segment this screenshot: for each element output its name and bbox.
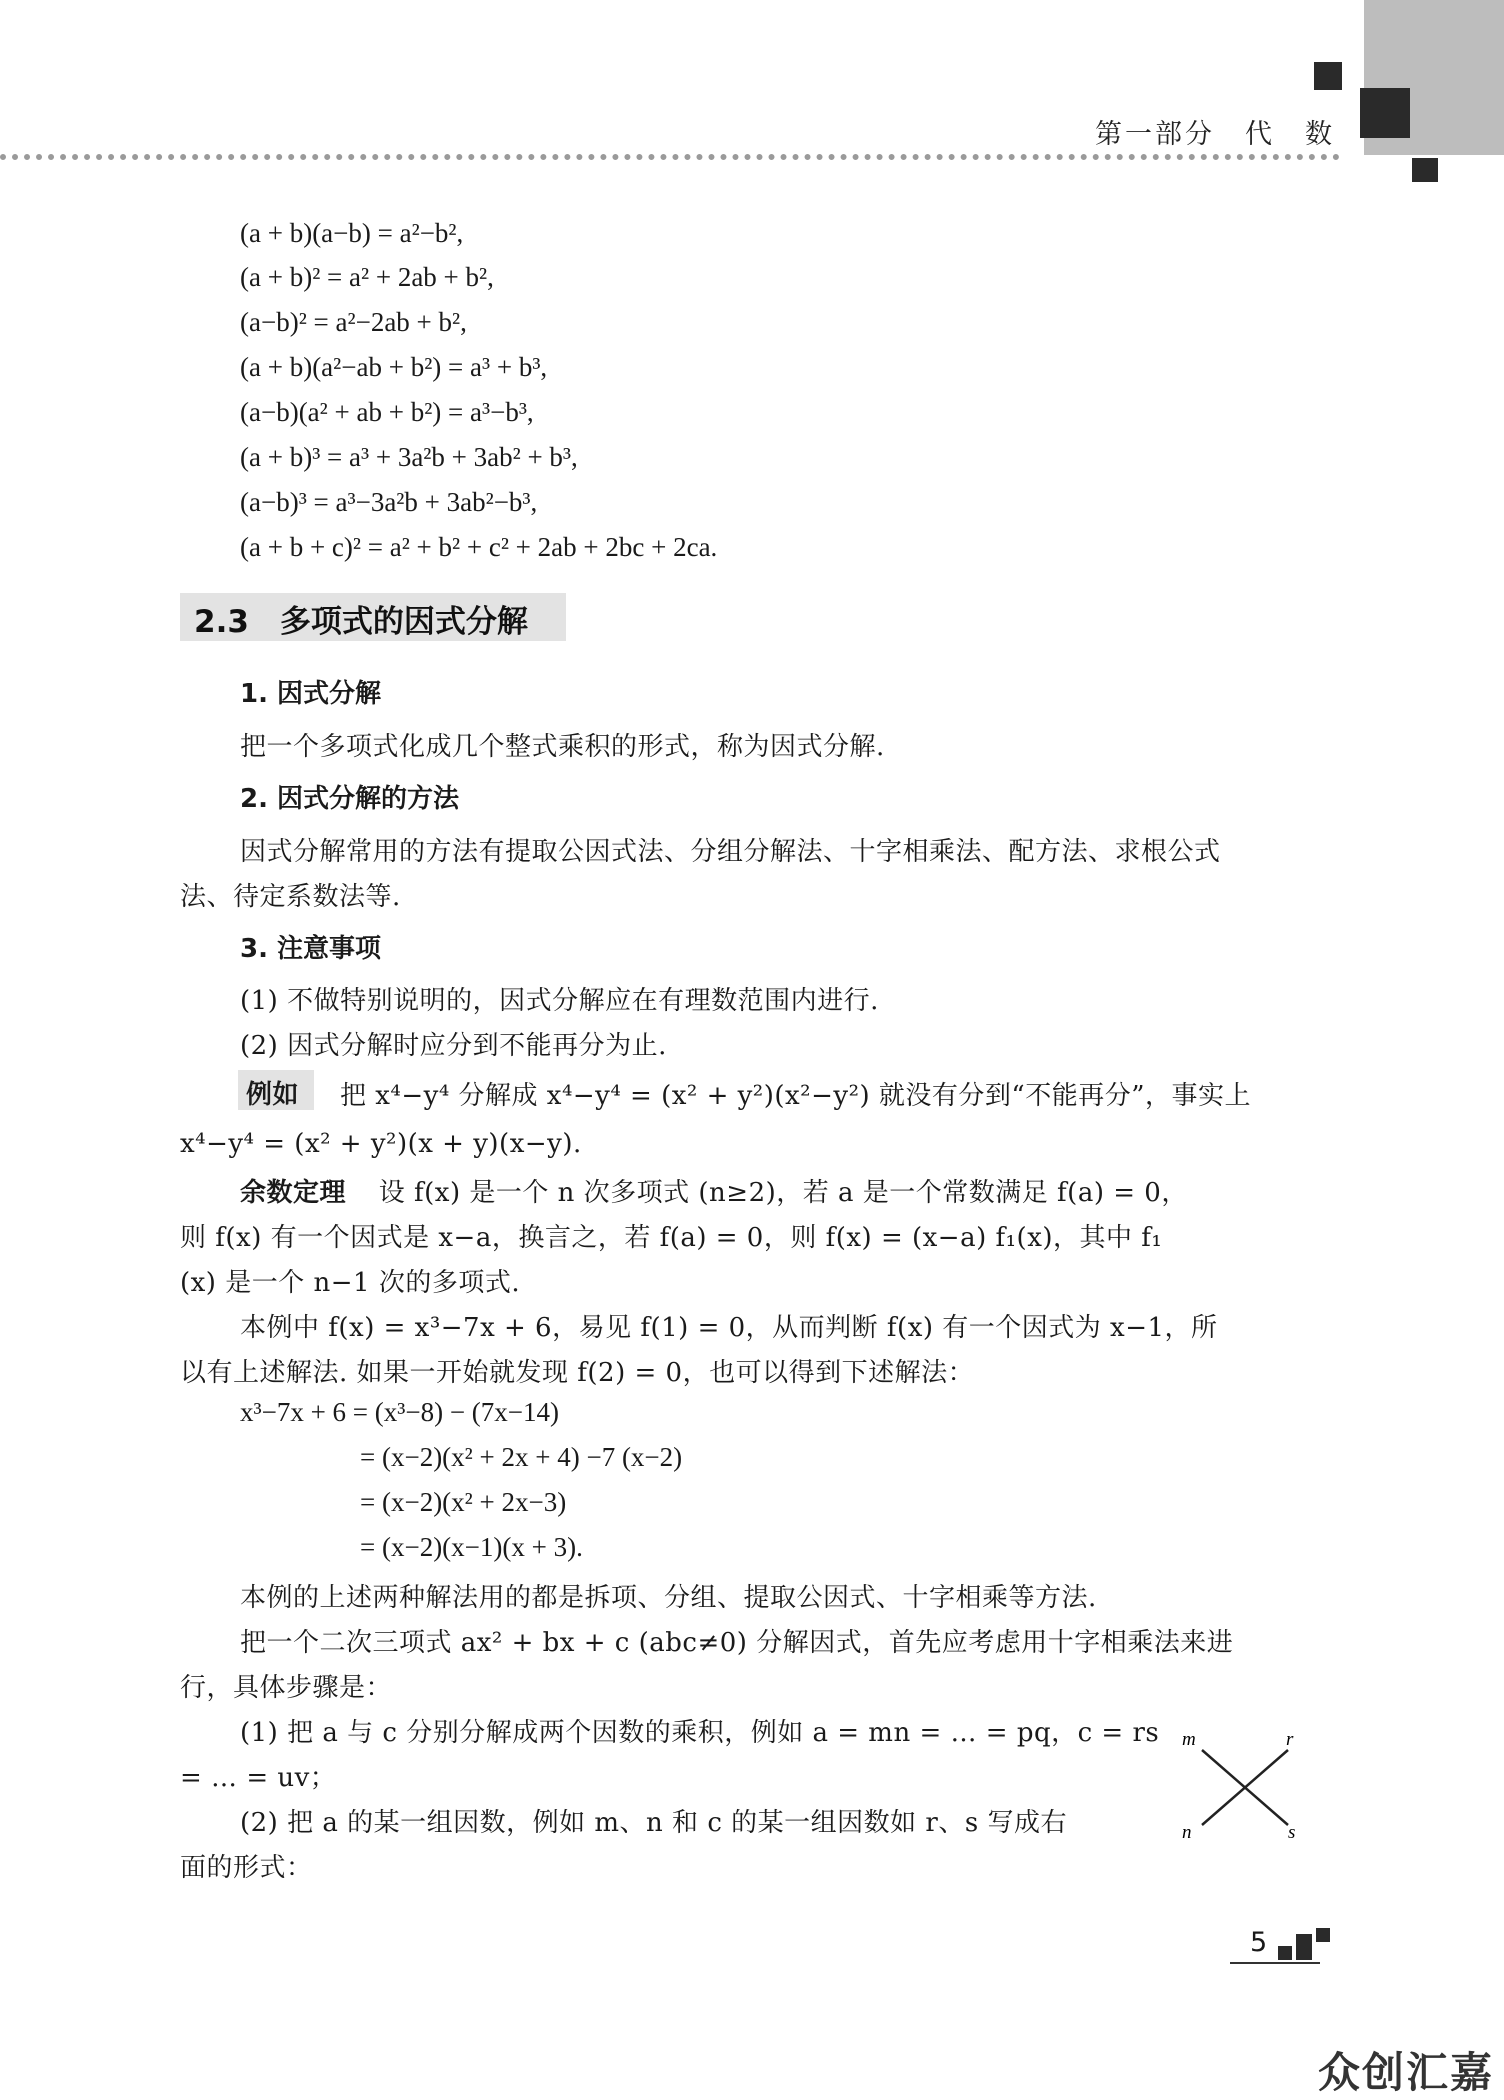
- derivation-line: = (x−2)(x−1)(x + 3).: [360, 1532, 583, 1562]
- formula-line: (a + b + c)² = a² + b² + c² + 2ab + 2bc + 2ca.: [240, 532, 718, 562]
- theorem-label: 余数定理: [240, 1178, 347, 1208]
- paragraph: 以有上述解法. 如果一开始就发现 f(2) = 0，也可以得到下述解法：: [180, 1358, 975, 1388]
- derivation-line: = (x−2)(x² + 2x + 4) −7 (x−2): [360, 1442, 683, 1472]
- diagram-label-m: m: [1182, 1729, 1196, 1750]
- footer-square-decoration: [1278, 1946, 1292, 1960]
- step-item: (2) 把 a 的某一组因数，例如 m、n 和 c 的某一组因数如 r、s 写成右: [240, 1808, 1067, 1838]
- formula-line: (a−b)³ = a³−3a²b + 3ab²−b³,: [240, 487, 538, 517]
- page-number-underline: [1230, 1962, 1320, 1964]
- paragraph: x⁴−y⁴ = (x² + y²)(x + y)(x−y).: [180, 1129, 582, 1159]
- example-label: 例如: [246, 1080, 300, 1110]
- cross-multiplication-diagram: [1170, 1725, 1320, 1850]
- formula-line: (a−b)² = a²−2ab + b²,: [240, 307, 467, 337]
- derivation-line: x³−7x + 6 = (x³−8) − (7x−14): [240, 1397, 560, 1427]
- footer-square-decoration: [1296, 1934, 1312, 1960]
- step-item: = … = uv；: [180, 1763, 337, 1793]
- header-square-decoration: [1412, 158, 1438, 182]
- formula-line: (a + b)³ = a³ + 3a²b + 3ab² + b³,: [240, 442, 578, 472]
- diagram-label-n: n: [1182, 1822, 1192, 1843]
- footer-square-decoration: [1316, 1928, 1330, 1942]
- section-title: 2.3 多项式的因式分解: [194, 604, 528, 640]
- formula-line: (a + b)(a−b) = a²−b²,: [240, 218, 464, 248]
- list-item: (1) 不做特别说明的，因式分解应在有理数范围内进行.: [240, 986, 879, 1016]
- formula-line: (a + b)² = a² + 2ab + b²,: [240, 262, 494, 292]
- paragraph: 把一个二次三项式 ax² + bx + c (abc≠0) 分解因式，首先应考虑用十字相乘法来进: [240, 1628, 1234, 1658]
- paragraph: 本例中 f(x) = x³−7x + 6，易见 f(1) = 0，从而判断 f(x) 有一个因式为 x−1，所: [240, 1313, 1218, 1343]
- subsection-heading: 1. 因式分解: [240, 679, 382, 709]
- paragraph: 本例的上述两种解法用的都是拆项、分组、提取公因式、十字相乘等方法.: [240, 1583, 1097, 1613]
- diagram-label-r: r: [1286, 1729, 1294, 1750]
- step-item: (1) 把 a 与 c 分别分解成两个因数的乘积，例如 a = mn = … = pq，c = rs: [240, 1718, 1160, 1748]
- paragraph: 因式分解常用的方法有提取公因式法、分组分解法、十字相乘法、配方法、求根公式: [240, 837, 1221, 867]
- step-item: 面的形式：: [180, 1853, 313, 1883]
- page-number: 5: [1250, 1927, 1268, 1958]
- watermark: 众创汇嘉: [1318, 2048, 1495, 2097]
- running-header: 第一部分 代 数: [1095, 119, 1335, 150]
- subsection-heading: 2. 因式分解的方法: [240, 784, 460, 814]
- header-square-decoration: [1360, 88, 1410, 138]
- subsection-heading: 3. 注意事项: [240, 934, 382, 964]
- header-square-decoration: [1314, 62, 1342, 90]
- formula-line: (a−b)(a² + ab + b²) = a³−b³,: [240, 397, 534, 427]
- paragraph: 把一个多项式化成几个整式乘积的形式，称为因式分解.: [240, 732, 885, 762]
- list-item: (2) 因式分解时应分到不能再分为止.: [240, 1031, 667, 1061]
- diagram-label-s: s: [1288, 1822, 1296, 1843]
- paragraph: 则 f(x) 有一个因式是 x−a，换言之，若 f(a) = 0，则 f(x) = (x−a) f₁(x)，其中 f₁: [180, 1223, 1163, 1253]
- paragraph: (x) 是一个 n−1 次的多项式.: [180, 1268, 521, 1298]
- paragraph: 设 f(x) 是一个 n 次多项式 (n≥2)，若 a 是一个常数满足 f(a) = 0，: [370, 1178, 1188, 1208]
- paragraph: 行，具体步骤是：: [180, 1673, 393, 1703]
- formula-line: (a + b)(a²−ab + b²) = a³ + b³,: [240, 352, 548, 382]
- paragraph: 法、待定系数法等.: [180, 882, 401, 912]
- derivation-line: = (x−2)(x² + 2x−3): [360, 1487, 567, 1517]
- header-divider: [0, 154, 1340, 160]
- paragraph: 把 x⁴−y⁴ 分解成 x⁴−y⁴ = (x² + y²)(x²−y²) 就没有分到“不能再分”，事实上: [340, 1081, 1251, 1111]
